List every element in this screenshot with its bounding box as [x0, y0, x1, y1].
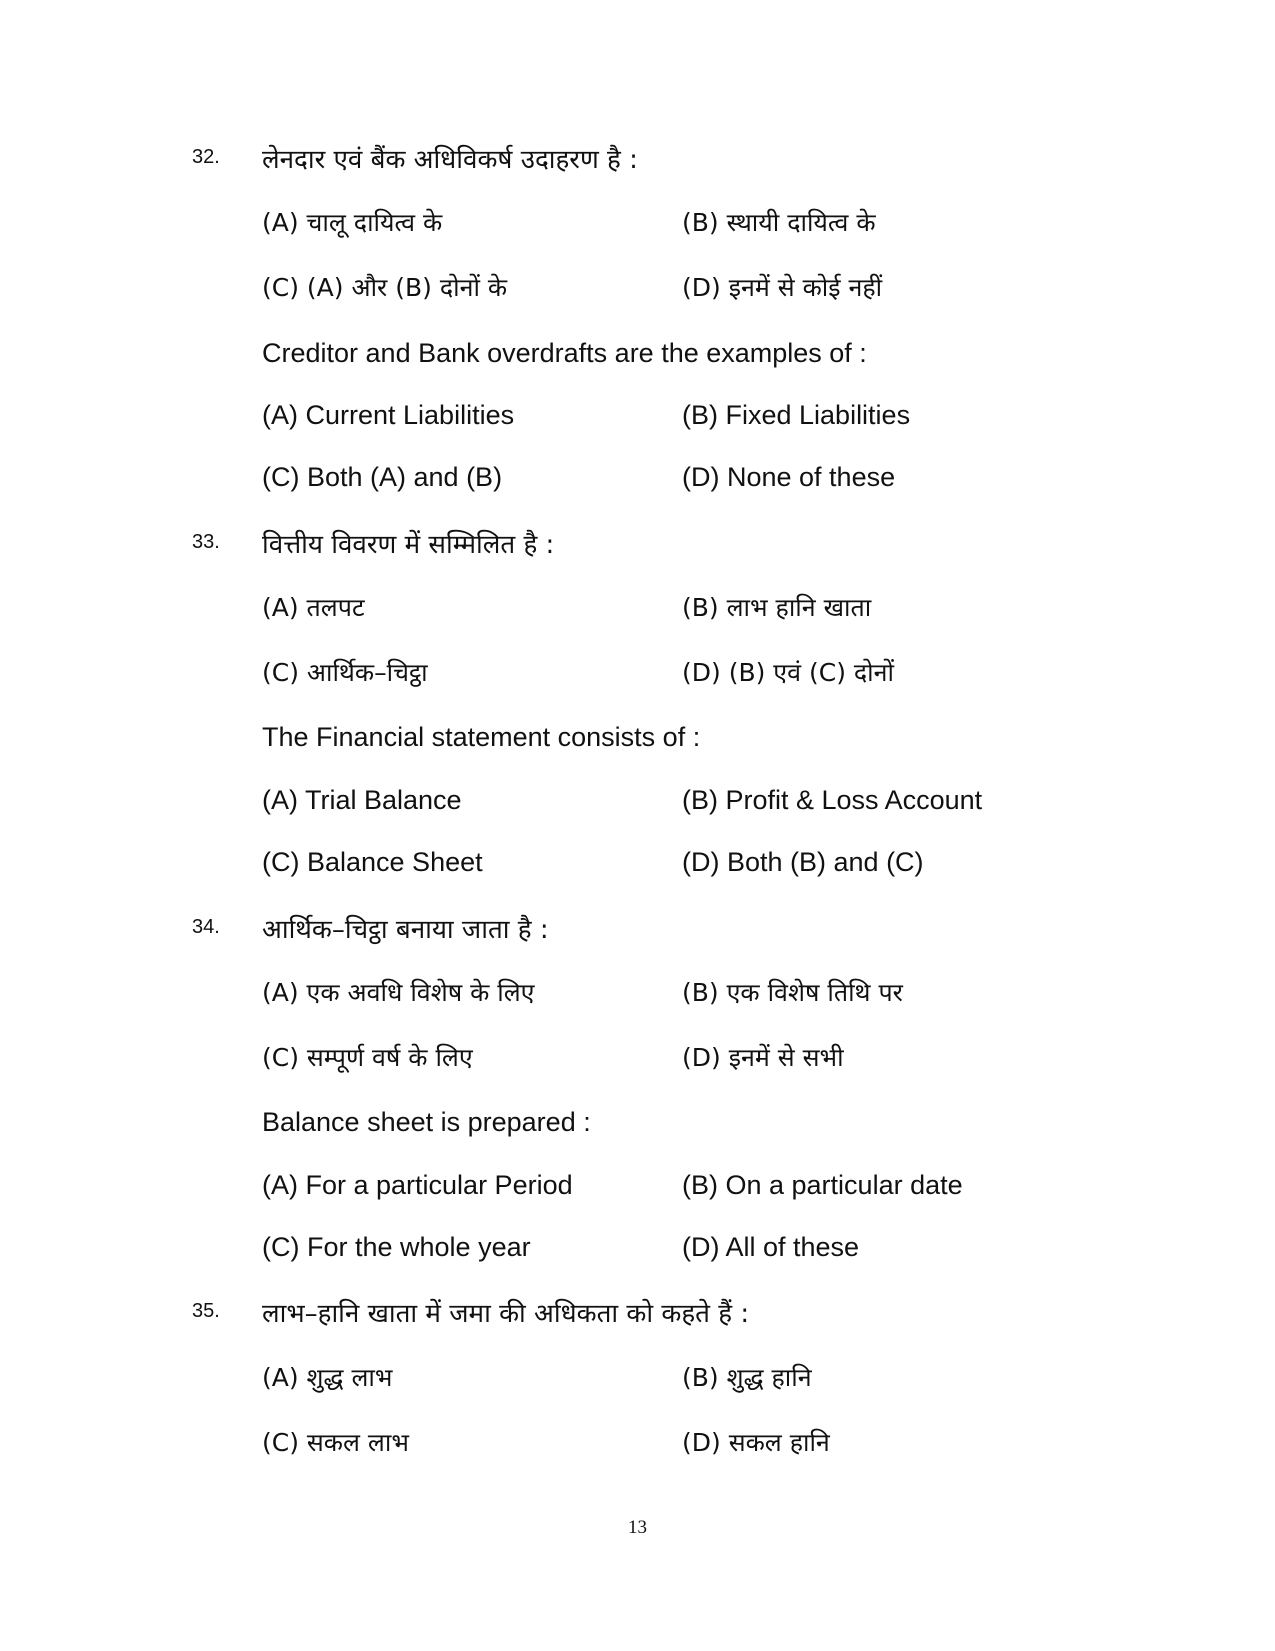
page-number: 13	[628, 1517, 647, 1538]
option-b-hindi: (B) लाभ हानि खाता	[682, 593, 872, 622]
question-number: 35.	[192, 1300, 220, 1322]
option-a-english: (A) Trial Balance	[262, 785, 462, 815]
option-b-hindi: (B) शुद्ध हानि	[682, 1363, 812, 1392]
question-text-hindi: आर्थिक–चिट्ठा बनाया जाता है :	[262, 915, 549, 945]
option-c-hindi: (C) सम्पूर्ण वर्ष के लिए	[262, 1043, 473, 1072]
option-a-english: (A) For a particular Period	[262, 1170, 573, 1200]
option-c-english: (C) For the whole year	[262, 1232, 531, 1262]
question-number: 34.	[192, 916, 220, 938]
question-text-english: The Financial statement consists of :	[262, 722, 701, 752]
question-text-english: Balance sheet is prepared :	[262, 1107, 591, 1137]
question-text-hindi: लेनदार एवं बैंक अधिविकर्ष उदाहरण है :	[262, 145, 638, 175]
option-b-english: (B) On a particular date	[682, 1170, 963, 1200]
option-a-hindi: (A) एक अवधि विशेष के लिए	[262, 978, 535, 1007]
option-d-english: (D) All of these	[682, 1232, 860, 1262]
question-text-hindi: वित्तीय विवरण में सम्मिलित है :	[262, 530, 555, 560]
option-c-hindi: (C) (A) और (B) दोनों के	[262, 273, 508, 302]
option-b-english: (B) Fixed Liabilities	[682, 400, 911, 430]
question-text-hindi: लाभ–हानि खाता में जमा की अधिकता को कहते हैं :	[262, 1299, 750, 1329]
option-b-english: (B) Profit & Loss Account	[682, 785, 983, 815]
option-a-english: (A) Current Liabilities	[262, 400, 515, 430]
option-d-english: (D) None of these	[682, 462, 896, 492]
question-number: 32.	[192, 146, 220, 168]
option-d-hindi: (D) इनमें से कोई नहीं	[682, 273, 883, 302]
option-a-hindi: (A) चालू दायित्व के	[262, 208, 443, 237]
option-d-hindi: (D) (B) एवं (C) दोनों	[682, 658, 894, 687]
option-a-hindi: (A) शुद्ध लाभ	[262, 1363, 393, 1392]
option-c-hindi: (C) सकल लाभ	[262, 1428, 409, 1457]
option-d-hindi: (D) इनमें से सभी	[682, 1043, 844, 1072]
option-c-hindi: (C) आर्थिक–चिट्ठा	[262, 658, 428, 687]
option-d-hindi: (D) सकल हानि	[682, 1428, 830, 1457]
option-a-hindi: (A) तलपट	[262, 593, 365, 622]
question-text-english: Creditor and Bank overdrafts are the examples of :	[262, 338, 867, 368]
option-c-english: (C) Both (A) and (B)	[262, 462, 503, 492]
question-number: 33.	[192, 531, 220, 553]
option-b-hindi: (B) स्थायी दायित्व के	[682, 208, 876, 237]
option-b-hindi: (B) एक विशेष तिथि पर	[682, 978, 903, 1007]
option-c-english: (C) Balance Sheet	[262, 847, 483, 877]
option-d-english: (D) Both (B) and (C)	[682, 847, 924, 877]
